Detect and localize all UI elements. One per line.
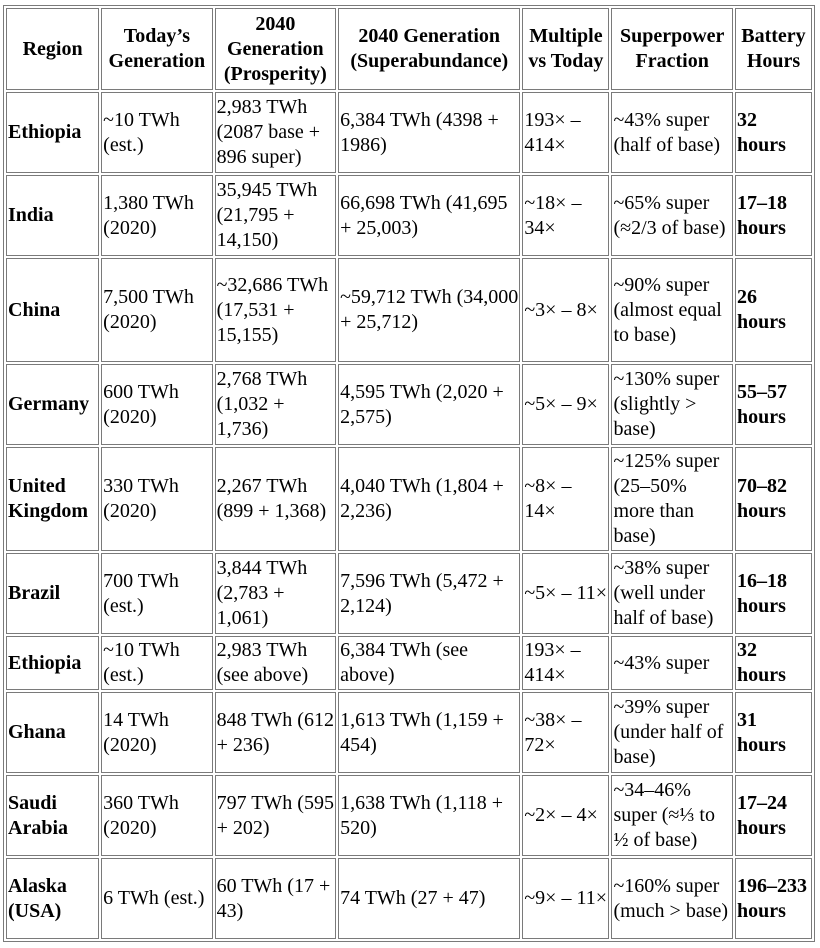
cell-region: Germany: [6, 364, 99, 445]
cell-superpower-fraction: ~39% super (under half of base): [611, 692, 733, 773]
cell-2040-prosperity: 3,844 TWh (2,783 + 1,061): [215, 553, 337, 634]
cell-2040-prosperity: 35,945 TWh (21,795 + 14,150): [215, 175, 337, 256]
cell-battery-hours: 26 hours: [735, 258, 812, 362]
table-row: [6, 636, 812, 690]
cell-2040-superabundance: 4,595 TWh (2,020 + 2,575): [338, 364, 520, 445]
cell-2040-prosperity: 60 TWh (17 + 43): [215, 858, 337, 939]
cell-superpower-fraction: ~125% super (25–50% more than base): [611, 447, 733, 551]
cell-2040-superabundance: 7,596 TWh (5,472 + 2,124): [338, 553, 520, 634]
cell-2040-superabundance: 1,613 TWh (1,159 + 454): [338, 692, 520, 773]
table-row: [6, 447, 812, 551]
table-row: [6, 858, 812, 939]
cell-battery-hours: 32 hours: [735, 636, 812, 690]
cell-today-generation: 700 TWh (est.): [101, 553, 212, 634]
cell-battery-hours: 70–82 hours: [735, 447, 812, 551]
cell-today-generation: 7,500 TWh (2020): [101, 258, 212, 362]
cell-2040-prosperity: 848 TWh (612 + 236): [215, 692, 337, 773]
header-multiple-vs-today: Multiple vs Today: [522, 8, 609, 90]
energy-table: [3, 5, 815, 942]
cell-2040-superabundance: 4,040 TWh (1,804 + 2,236): [338, 447, 520, 551]
cell-battery-hours: 17–18 hours: [735, 175, 812, 256]
cell-multiple-vs-today: ~5× – 11×: [522, 553, 609, 634]
table-row: [6, 258, 812, 362]
cell-multiple-vs-today: ~2× – 4×: [522, 775, 609, 856]
header-row: [6, 8, 812, 90]
cell-multiple-vs-today: ~5× – 9×: [522, 364, 609, 445]
table-row: [6, 553, 812, 634]
cell-region: India: [6, 175, 99, 256]
cell-superpower-fraction: ~65% super (≈2/3 of base): [611, 175, 733, 256]
header-superpower-fraction: Superpower Fraction: [611, 8, 733, 90]
cell-2040-prosperity: 797 TWh (595 + 202): [215, 775, 337, 856]
cell-multiple-vs-today: ~8× – 14×: [522, 447, 609, 551]
cell-region: United Kingdom: [6, 447, 99, 551]
header-2040-superabundance: 2040 Generation (Superabundance): [338, 8, 520, 90]
cell-multiple-vs-today: ~18× – 34×: [522, 175, 609, 256]
table-row: [6, 175, 812, 256]
table-row: [6, 692, 812, 773]
cell-2040-prosperity: 2,983 TWh (see above): [215, 636, 337, 690]
cell-2040-prosperity: 2,768 TWh (1,032 + 1,736): [215, 364, 337, 445]
cell-multiple-vs-today: ~9× – 11×: [522, 858, 609, 939]
cell-battery-hours: 16–18 hours: [735, 553, 812, 634]
cell-2040-prosperity: ~32,686 TWh (17,531 + 15,155): [215, 258, 337, 362]
cell-superpower-fraction: ~38% super (well under half of base): [611, 553, 733, 634]
cell-region: Ethiopia: [6, 636, 99, 690]
table-row: [6, 92, 812, 173]
cell-today-generation: 330 TWh (2020): [101, 447, 212, 551]
cell-today-generation: ~10 TWh (est.): [101, 92, 212, 173]
cell-multiple-vs-today: ~38× – 72×: [522, 692, 609, 773]
header-today-generation: Today’s Generation: [101, 8, 212, 90]
cell-2040-superabundance: 66,698 TWh (41,695 + 25,003): [338, 175, 520, 256]
cell-battery-hours: 55–57 hours: [735, 364, 812, 445]
cell-2040-superabundance: 74 TWh (27 + 47): [338, 858, 520, 939]
table-header: [6, 8, 812, 90]
header-region: Region: [6, 8, 99, 90]
cell-region: Ethiopia: [6, 92, 99, 173]
cell-superpower-fraction: ~43% super (half of base): [611, 92, 733, 173]
cell-multiple-vs-today: 193× – 414×: [522, 92, 609, 173]
cell-battery-hours: 17–24 hours: [735, 775, 812, 856]
cell-superpower-fraction: ~43% super: [611, 636, 733, 690]
cell-region: China: [6, 258, 99, 362]
cell-today-generation: 14 TWh (2020): [101, 692, 212, 773]
cell-multiple-vs-today: 193× – 414×: [522, 636, 609, 690]
cell-battery-hours: 32 hours: [735, 92, 812, 173]
cell-superpower-fraction: ~130% super (slightly > base): [611, 364, 733, 445]
table-row: [6, 364, 812, 445]
cell-superpower-fraction: ~90% super (almost equal to base): [611, 258, 733, 362]
cell-battery-hours: 196–233 hours: [735, 858, 812, 939]
cell-today-generation: 600 TWh (2020): [101, 364, 212, 445]
cell-2040-prosperity: 2,267 TWh (899 + 1,368): [215, 447, 337, 551]
table-container: [3, 5, 815, 942]
cell-2040-superabundance: 6,384 TWh (see above): [338, 636, 520, 690]
cell-2040-superabundance: 1,638 TWh (1,118 + 520): [338, 775, 520, 856]
cell-superpower-fraction: ~160% super (much > base): [611, 858, 733, 939]
cell-today-generation: 360 TWh (2020): [101, 775, 212, 856]
cell-today-generation: 1,380 TWh (2020): [101, 175, 212, 256]
cell-region: Brazil: [6, 553, 99, 634]
cell-multiple-vs-today: ~3× – 8×: [522, 258, 609, 362]
cell-today-generation: 6 TWh (est.): [101, 858, 212, 939]
cell-region: Saudi Arabia: [6, 775, 99, 856]
table-body: [6, 92, 812, 939]
cell-2040-prosperity: 2,983 TWh (2087 base + 896 super): [215, 92, 337, 173]
header-battery-hours: Battery Hours: [735, 8, 812, 90]
cell-today-generation: ~10 TWh (est.): [101, 636, 212, 690]
cell-battery-hours: 31 hours: [735, 692, 812, 773]
cell-region: Ghana: [6, 692, 99, 773]
cell-2040-superabundance: ~59,712 TWh (34,000 + 25,712): [338, 258, 520, 362]
cell-2040-superabundance: 6,384 TWh (4398 + 1986): [338, 92, 520, 173]
table-row: [6, 775, 812, 856]
header-2040-prosperity: 2040 Generation (Prosperity): [215, 8, 337, 90]
cell-region: Alaska (USA): [6, 858, 99, 939]
cell-superpower-fraction: ~34–46% super (≈⅓ to ½ of base): [611, 775, 733, 856]
